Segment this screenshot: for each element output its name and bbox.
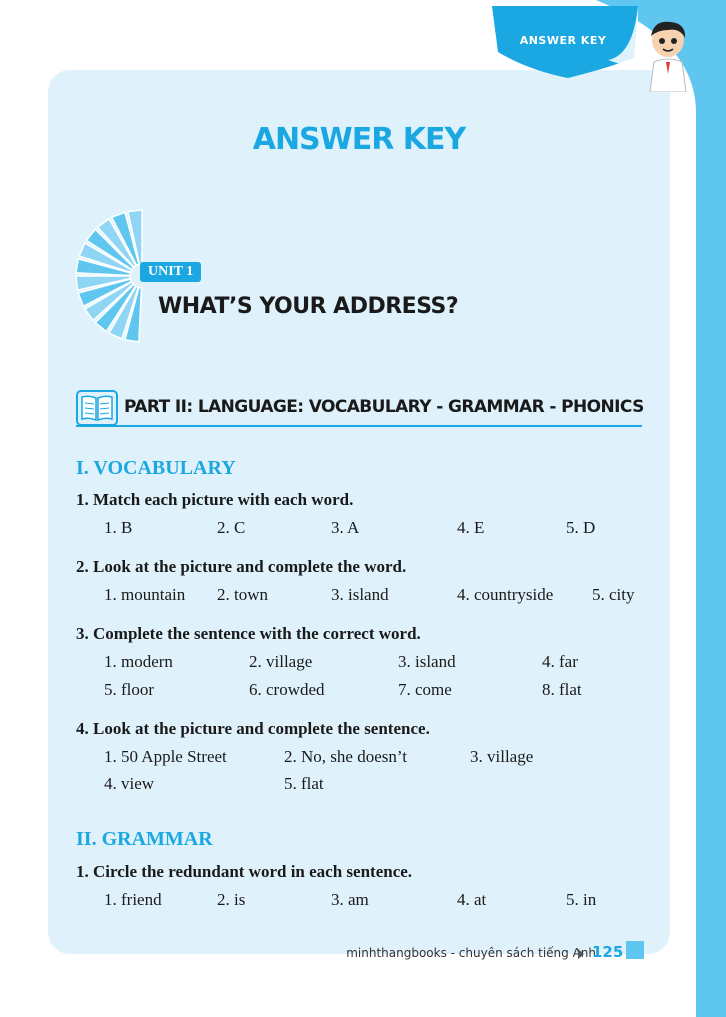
- footer-publisher: minhthangbooks - chuyên sách tiếng Anh: [346, 946, 596, 960]
- footer-square: [626, 941, 644, 959]
- tab-label: ANSWER KEY: [519, 34, 607, 47]
- answer-item: 4. countryside: [457, 585, 554, 604]
- part-title: PART II: LANGUAGE: VOCABULARY - GRAMMAR - PHONICS: [124, 397, 644, 417]
- page-number: 125: [592, 943, 624, 961]
- unit-badge: UNIT 1: [140, 262, 201, 282]
- answer-item: 4. view: [104, 774, 155, 793]
- answer-item: 5. floor: [104, 680, 155, 699]
- answer-item: 2. village: [249, 652, 313, 671]
- section-title-grammar: II. GRAMMAR: [76, 828, 213, 850]
- answer-item: 1. B: [104, 518, 133, 537]
- answer-item: 1. 50 Apple Street: [104, 747, 227, 766]
- answer-item: 2. No, she doesn’t: [284, 747, 407, 766]
- question-title: 3. Complete the sentence with the correct word.: [76, 624, 421, 643]
- answer-item: 5. flat: [284, 774, 324, 793]
- answer-item: 3. am: [331, 890, 369, 909]
- section-title-vocabulary: I. VOCABULARY: [76, 457, 236, 479]
- answer-item: 6. crowded: [249, 680, 325, 699]
- answer-item: 5. city: [592, 585, 635, 604]
- answer-item: 3. island: [331, 585, 389, 604]
- answer-item: 5. in: [566, 890, 597, 909]
- open-book-icon: [76, 389, 118, 427]
- answer-item: 1. mountain: [104, 585, 186, 604]
- part-divider: [76, 425, 642, 427]
- answer-item: 3. A: [331, 518, 360, 537]
- answer-item: 2. town: [217, 585, 268, 604]
- answer-item: 4. E: [457, 518, 485, 537]
- answer-item: 4. at: [457, 890, 487, 909]
- unit-title: WHAT’S YOUR ADDRESS?: [158, 294, 459, 319]
- content-panel: [48, 70, 670, 954]
- page-title: ANSWER KEY: [252, 122, 466, 157]
- answer-item: 7. come: [398, 680, 452, 699]
- answer-item: 3. island: [398, 652, 456, 671]
- answer-item: 1. friend: [104, 890, 162, 909]
- answer-item: 4. far: [542, 652, 578, 671]
- answer-item: 5. D: [566, 518, 596, 537]
- question-title: 1. Match each picture with each word.: [76, 490, 354, 509]
- question-title: 1. Circle the redundant word in each sentence.: [76, 862, 413, 881]
- question-title: 4. Look at the picture and complete the sentence.: [76, 719, 430, 738]
- footer-arrow-icon: [578, 949, 584, 959]
- question-title: 2. Look at the picture and complete the word.: [76, 557, 407, 576]
- answer-item: 2. is: [217, 890, 246, 909]
- student-mascot-icon: [640, 18, 696, 92]
- answer-item: 2. C: [217, 518, 246, 537]
- answer-item: 8. flat: [542, 680, 582, 699]
- answer-item: 3. village: [470, 747, 534, 766]
- answer-item: 1. modern: [104, 652, 173, 671]
